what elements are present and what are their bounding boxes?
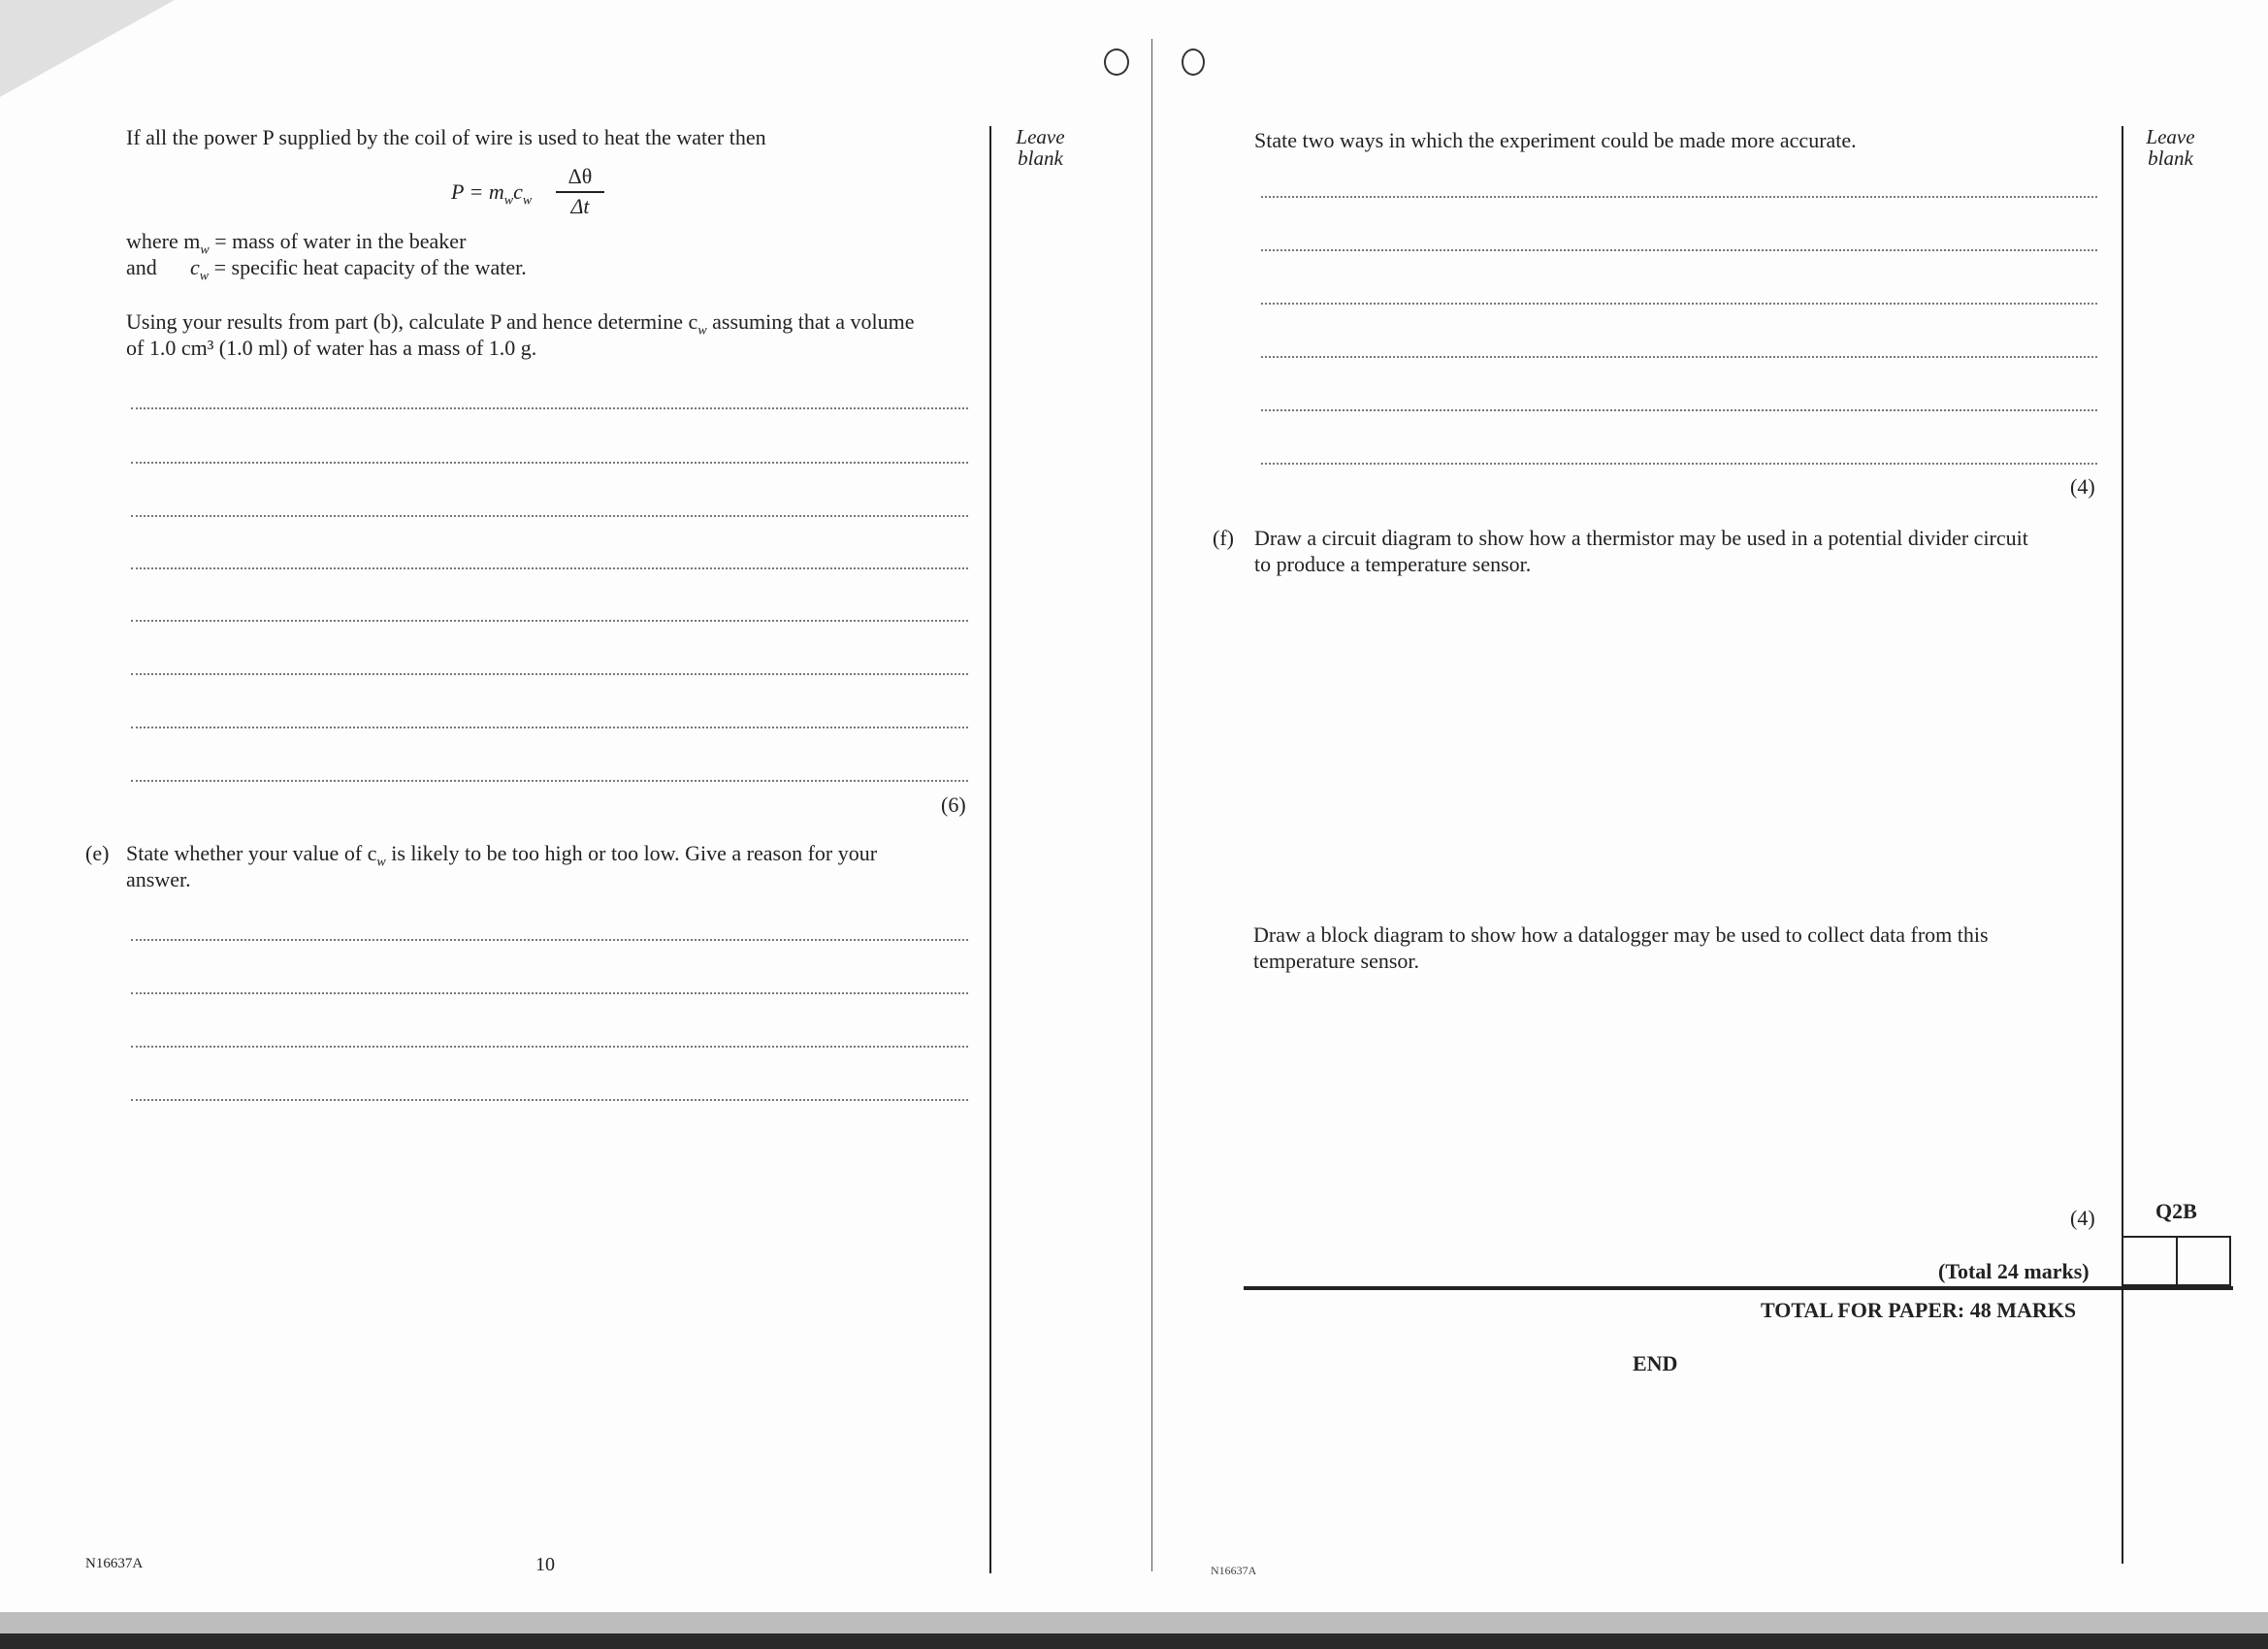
answer-line[interactable]: [1261, 249, 2097, 251]
leave-blank-label-right: Leave blank: [2146, 125, 2195, 170]
answer-line[interactable]: [131, 939, 968, 941]
state-two-ways-question: State two ways in which the experiment could be made more accurate.: [1254, 128, 1857, 152]
answer-line[interactable]: [131, 462, 968, 464]
marks-part-f: (4): [2070, 1206, 2095, 1230]
total-rule: [1244, 1286, 2233, 1290]
answer-line[interactable]: [131, 780, 968, 782]
block-diagram-question-line-2: temperature sensor.: [1253, 949, 1420, 973]
end-marker: END: [1633, 1351, 1678, 1375]
scan-edge-shadow: [0, 1612, 2268, 1633]
answer-line[interactable]: [131, 407, 968, 409]
using-results-line-1: Using your results from part (b), calculate P and hence determine $c_w$ assuming that a volume: [126, 309, 915, 339]
answer-line[interactable]: [131, 992, 968, 994]
answer-line[interactable]: [131, 1046, 968, 1048]
footer-page-number: 10: [535, 1554, 555, 1575]
question-mark-box[interactable]: [2122, 1236, 2231, 1286]
block-diagram-space[interactable]: [1254, 985, 2098, 1198]
answer-line[interactable]: [131, 567, 968, 569]
total-marks: (Total 24 marks): [1938, 1259, 2090, 1283]
leave-blank-label-left: Leave blank: [1016, 125, 1065, 170]
part-f-label: (f): [1213, 526, 1234, 550]
part-e-question-line-1: State whether your value of $c_w$ is likely to be too high or too low. Give a reason for your: [126, 841, 878, 870]
using-results-line-2: of 1.0 cm³ (1.0 ml) of water has a mass of 1.0 g.: [126, 336, 537, 360]
intro-text: If all the power P supplied by the coil of wire is used to heat the water then: [126, 125, 766, 149]
marks-part-d: (6): [941, 792, 966, 817]
and-label: and: [126, 255, 157, 279]
answer-line[interactable]: [131, 1099, 968, 1101]
marks-accuracy: (4): [2070, 474, 2095, 499]
part-f-question-line-1: Draw a circuit diagram to show how a thermistor may be used in a potential divider circuit: [1254, 526, 2028, 550]
power-equation: $P = m_wc_w$ Δθ Δt: [451, 163, 626, 221]
total-for-paper: TOTAL FOR PAPER: 48 MARKS: [1761, 1298, 2077, 1322]
footer-code-left: N16637A: [85, 1556, 144, 1571]
scan-edge-dark: [0, 1633, 2268, 1649]
folded-corner: [0, 0, 175, 97]
equation-numerator: Δθ: [567, 164, 593, 188]
answer-line[interactable]: [1261, 463, 2097, 465]
part-e-question-line-2: answer.: [126, 867, 191, 891]
where-line: where $m_w$ = mass of water in the beaker: [126, 229, 467, 258]
binding-hole-right: [1182, 48, 1205, 76]
answer-line[interactable]: [1261, 356, 2097, 358]
question-box-label: Q2B: [2155, 1199, 2197, 1223]
answer-line[interactable]: [1261, 303, 2097, 305]
part-e-label: (e): [85, 841, 110, 865]
circuit-diagram-space[interactable]: [1254, 592, 2098, 912]
right-margin-rule: [2122, 126, 2123, 1564]
part-f-question-line-2: to produce a temperature sensor.: [1254, 552, 1532, 576]
answer-line[interactable]: [131, 620, 968, 622]
answer-line[interactable]: [1261, 196, 2097, 198]
binding-hole-left: [1104, 48, 1129, 76]
specific-heat-definition: $c_w$ = specific heat capacity of the water.: [190, 255, 527, 284]
answer-line[interactable]: [131, 515, 968, 517]
answer-line[interactable]: [1261, 409, 2097, 411]
page-center-divider: [1151, 39, 1152, 1571]
equation-denominator: Δt: [570, 194, 590, 218]
answer-line[interactable]: [131, 673, 968, 675]
block-diagram-question-line-1: Draw a block diagram to show how a datalogger may be used to collect data from this: [1253, 922, 1989, 947]
answer-line[interactable]: [131, 727, 968, 728]
left-margin-rule: [989, 126, 991, 1573]
footer-code-right: N16637A: [1211, 1564, 1257, 1577]
